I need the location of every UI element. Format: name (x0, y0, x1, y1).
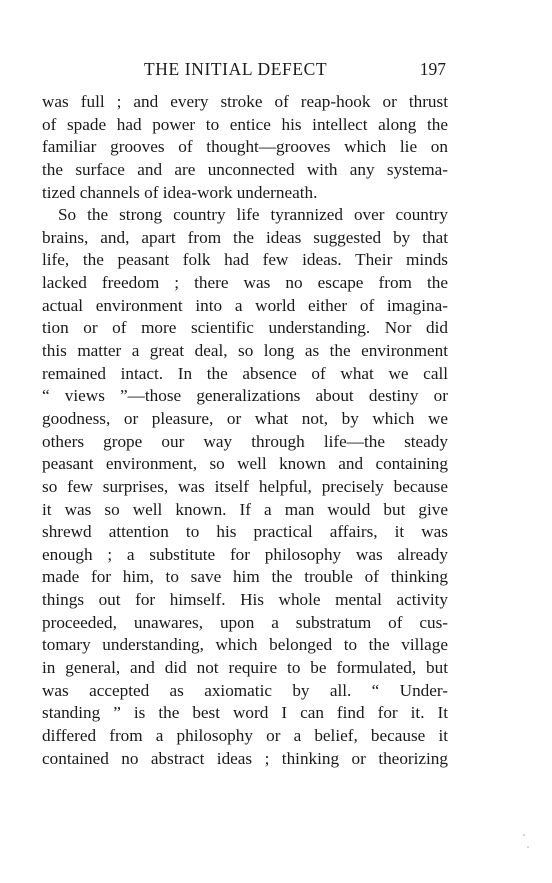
text-line: remained intact. In the absence of what we call (42, 363, 448, 383)
text-line: actual environment into a world either of imagina- (42, 295, 448, 315)
text-line: shrewd attention to his practical affairs, it was (42, 522, 448, 542)
page-number: 197 (419, 59, 446, 79)
text-line: things out for himself. His whole mental activity (42, 590, 448, 610)
text-line: made for him, to save him the trouble of thinking (42, 567, 448, 587)
text-line: contained no abstract ideas ; thinking or theorizing (42, 748, 448, 768)
text-line: “ views ”—those generalizations about destiny or (42, 386, 448, 406)
text-line: so few surprises, was itself helpful, precisely because (42, 476, 448, 496)
text-line: tomary understanding, which belonged to the village (42, 635, 448, 655)
running-head (42, 59, 448, 81)
text-line: differed from a philosophy or a belief, because it (42, 725, 448, 745)
scan-speck (523, 834, 525, 836)
paragraph-start-line: So the strong country life tyrannized over country (58, 205, 448, 225)
text-line: tion or of more scientific understanding. Nor did (42, 318, 448, 338)
text-line: life, the peasant folk had few ideas. Their minds (42, 250, 448, 270)
text-line: it was so well known. If a man would but give (42, 499, 448, 519)
text-line: was accepted as axiomatic by all. “ Under- (42, 680, 448, 700)
body-text (42, 91, 448, 770)
text-line: proceeded, unawares, upon a substratum of cus- (42, 612, 448, 632)
text-line: this matter a great deal, so long as the environment (42, 341, 448, 361)
text-line: standing ” is the best word I can find for it. It (42, 703, 448, 723)
text-line: of spade had power to entice his intellect along the (42, 114, 448, 134)
running-title: THE INITIAL DEFECT (144, 59, 328, 79)
text-line: in general, and did not require to be formulated, but (42, 658, 448, 678)
text-line: enough ; a substitute for philosophy was already (42, 544, 448, 564)
text-line: was full ; and every stroke of reap-hook or thrust (42, 92, 448, 111)
text-line: peasant environment, so well known and containing (42, 454, 448, 474)
text-line: lacked freedom ; there was no escape from the (42, 273, 448, 293)
text-line: the surface and are unconnected with any systema- (42, 159, 448, 179)
text-line: goodness, or pleasure, or what not, by which we (42, 408, 448, 428)
text-line: familiar grooves of thought—grooves which lie on (42, 137, 448, 157)
paragraph-end-line: tized channels of idea-work underneath. (42, 182, 318, 202)
text-line: others grope our way through life—the steady (42, 431, 448, 451)
scan-speck (527, 846, 529, 848)
text-line: brains, and, apart from the ideas suggested by that (42, 227, 448, 247)
